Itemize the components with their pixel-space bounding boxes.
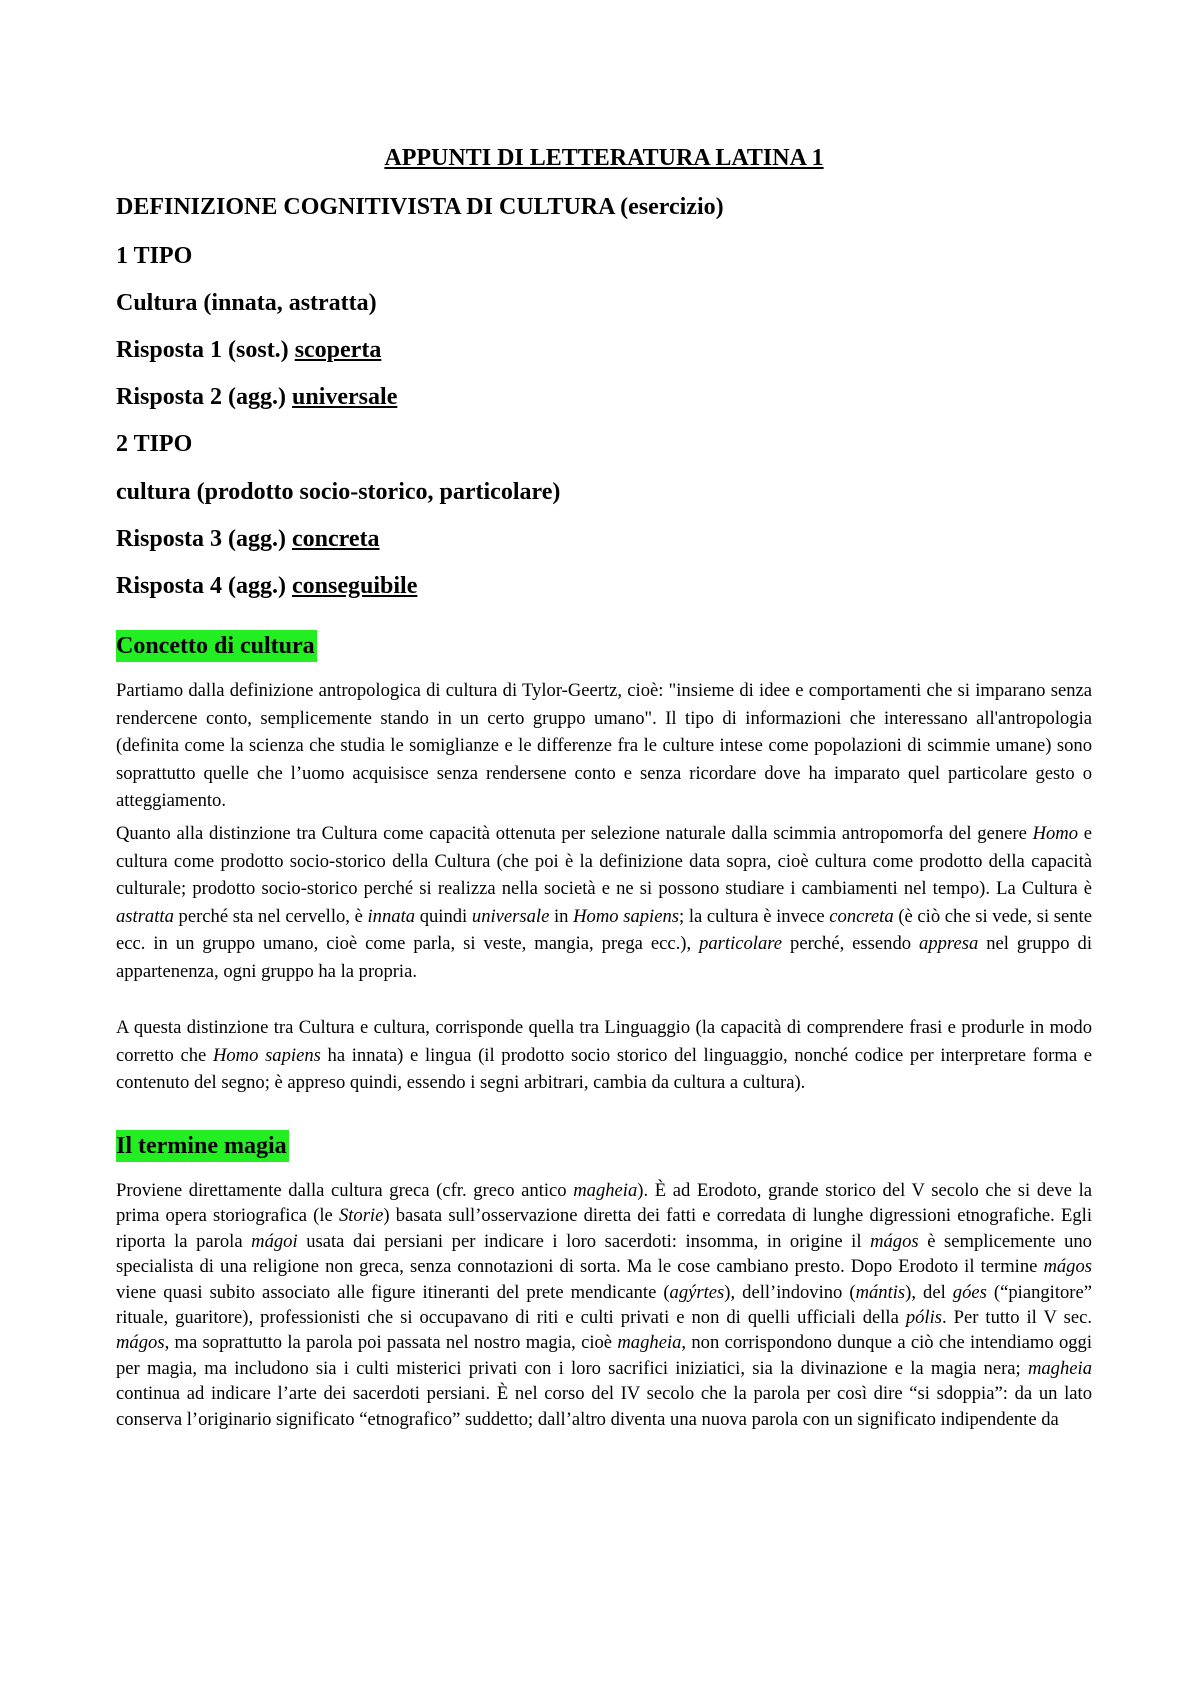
italic-term: mágoi <box>251 1230 298 1252</box>
risposta-4-answer: conseguibile <box>292 573 418 599</box>
text-run: (è ciò che si vede, si sente ecc. in un gruppo umano, cioè come parla, si veste, mangia, prega ecc.), <box>116 905 1092 954</box>
tipo-1-heading: 1 TIPO <box>116 243 193 269</box>
text-run: . Per tutto il V sec. <box>942 1307 1092 1329</box>
italic-term: mágos <box>870 1230 919 1252</box>
italic-term: magheia <box>573 1180 638 1201</box>
risposta-2 <box>116 384 397 411</box>
text-run: (“piangitore” rituale, guaritore), professionisti che si occupavano di riti e culti privati e non di quelli ufficiali della <box>116 1281 1093 1329</box>
text-run: , non corrispondono dunque a ciò che intendiamo oggi per magia, ma includono sia i culti misterici privati con i loro sacrifici iniziatici, sia la divinazione e la magia nera; <box>116 1332 1093 1379</box>
risposta-3-answer: concreta <box>292 526 380 552</box>
text-run: usata dai persiani per indicare i loro sacerdoti: insomma, in origine il <box>297 1230 871 1252</box>
text-run: viene quasi subito associato alle figure itineranti del prete mendicante ( <box>116 1281 670 1303</box>
italic-term: magheia <box>1027 1357 1092 1379</box>
italic-term: pólis <box>905 1307 942 1329</box>
paragraph-linguaggio-lingua <box>116 1014 1092 1097</box>
text-run: A questa distinzione tra Cultura e cultura, corrisponde quella tra Linguaggio (la capacità di comprendere frasi e produrle in modo corretto che <box>116 1017 1092 1066</box>
text-run: e cultura come prodotto socio-storico della Cultura (che poi è la definizione data sopra, cioè cultura come prodotto della capacità culturale; prodotto socio-storico perché si realizza nella società e ne si possono studiare i cambiamenti nel tempo). La Cultura è <box>116 823 1092 899</box>
text-run: è semplicemente uno specialista di una religione non greca, senza connotazioni di sorta. Ma le cose cambiano presto. Dopo Erodoto il termine <box>116 1230 1092 1278</box>
section-heading-magia: Il termine magia <box>116 1130 289 1162</box>
text-run: nel gruppo di appartenenza, ogni gruppo ha la propria. <box>116 933 1092 982</box>
text-run: continua ad indicare l’arte dei sacerdoti persiani. È nel corso del IV secolo che la parola per così dire “si sdoppia”: da un lato conserva l’originario significato “etnografico” suddetto; dall’altro diventa una nuova parola con un significato indipendente da <box>116 1383 1092 1430</box>
italic-term: magheia <box>617 1332 682 1354</box>
risposta-4-label: Risposta 4 (agg.) <box>116 573 293 599</box>
document-title: APPUNTI DI LETTERATURA LATINA 1 <box>384 145 824 171</box>
risposta-3 <box>116 526 380 553</box>
italic-term: Homo sapiens <box>573 905 680 927</box>
italic-term: góes <box>952 1281 987 1303</box>
cultura-prodotto-heading: cultura (prodotto socio-storico, particolare) <box>116 479 561 505</box>
italic-term: Storie <box>338 1205 384 1227</box>
italic-term: Homo sapiens <box>212 1044 321 1066</box>
risposta-2-label: Risposta 2 (agg.) <box>116 384 293 410</box>
risposta-1 <box>116 337 381 364</box>
cultura-innata-heading: Cultura (innata, astratta) <box>116 290 377 316</box>
italic-term: universale <box>471 905 550 927</box>
paragraph-magia <box>116 1178 1092 1432</box>
risposta-1-label: Risposta 1 (sost.) <box>116 337 295 363</box>
italic-term: innata <box>367 905 416 927</box>
italic-term: appresa <box>919 933 979 954</box>
italic-term: particolare <box>699 933 783 954</box>
italic-term: agýrtes <box>669 1281 725 1303</box>
section-heading-concetto: Concetto di cultura <box>116 630 317 662</box>
text-run: ; la cultura è invece <box>679 905 830 927</box>
risposta-4 <box>116 573 417 600</box>
paragraph-cultura-distinzione <box>116 820 1092 985</box>
text-run: ), del <box>905 1281 953 1303</box>
text-run: quindi <box>415 905 472 927</box>
text-run: perché, essendo <box>782 933 920 954</box>
text-run: Proviene direttamente dalla cultura greca (cfr. greco antico <box>116 1180 574 1201</box>
risposta-1-answer: scoperta <box>294 337 382 363</box>
text-run: ha innata) e lingua (il prodotto socio storico del linguaggio, nonché codice per interpretare forma e contenuto del segno; è appreso quindi, essendo i segni arbitrari, cambia da cultura a cultura). <box>116 1044 1092 1093</box>
risposta-2-answer: universale <box>292 384 398 410</box>
text-run: ), dell’indovino ( <box>724 1281 856 1303</box>
italic-term: mántis <box>855 1281 906 1303</box>
text-run: perché sta nel cervello, è <box>173 905 368 927</box>
tipo-2-heading: 2 TIPO <box>116 431 193 457</box>
italic-term: concreta <box>829 905 894 927</box>
text-run: , ma soprattutto la parola poi passata nel nostro magia, cioè <box>164 1332 618 1354</box>
italic-term: mágos <box>116 1332 165 1354</box>
risposta-3-label: Risposta 3 (agg.) <box>116 526 293 552</box>
text-run: ) basata sull’osservazione diretta dei fatti e corredata di lunghe digressioni etnografiche. Egli riporta la parola <box>116 1205 1092 1252</box>
text-run: ). È ad Erodoto, grande storico del V secolo che si deve la prima opera storiografica (le <box>116 1180 1092 1227</box>
text-run: Quanto alla distinzione tra Cultura come capacità ottenuta per selezione naturale dalla scimmia antropomorfa del genere <box>116 823 1033 844</box>
paragraph-tylor-geertz: Partiamo dalla definizione antropologica di cultura di Tylor-Geertz, cioè: "insieme di idee e comportamenti che si imparano senza rendercene conto, semplicemente stando in un certo gruppo umano". Il tipo di informazioni che interessano all'antropologia (definita come la scienza che studia le somiglianze e le differenze fra le culture intese come popolazioni di scimmie umane) sono soprattutto quelle che l’uomo acquisisce senza rendersene conto e senza ricordare dove ha imparato quel particolare gesto o atteggiamento. <box>116 680 1092 811</box>
text-run: in <box>549 905 574 927</box>
italic-term: mágos <box>1043 1256 1092 1278</box>
definition-heading: DEFINIZIONE COGNITIVISTA DI CULTURA (esercizio) <box>116 194 724 220</box>
italic-term: astratta <box>116 905 174 927</box>
italic-term: Homo <box>1032 823 1079 844</box>
